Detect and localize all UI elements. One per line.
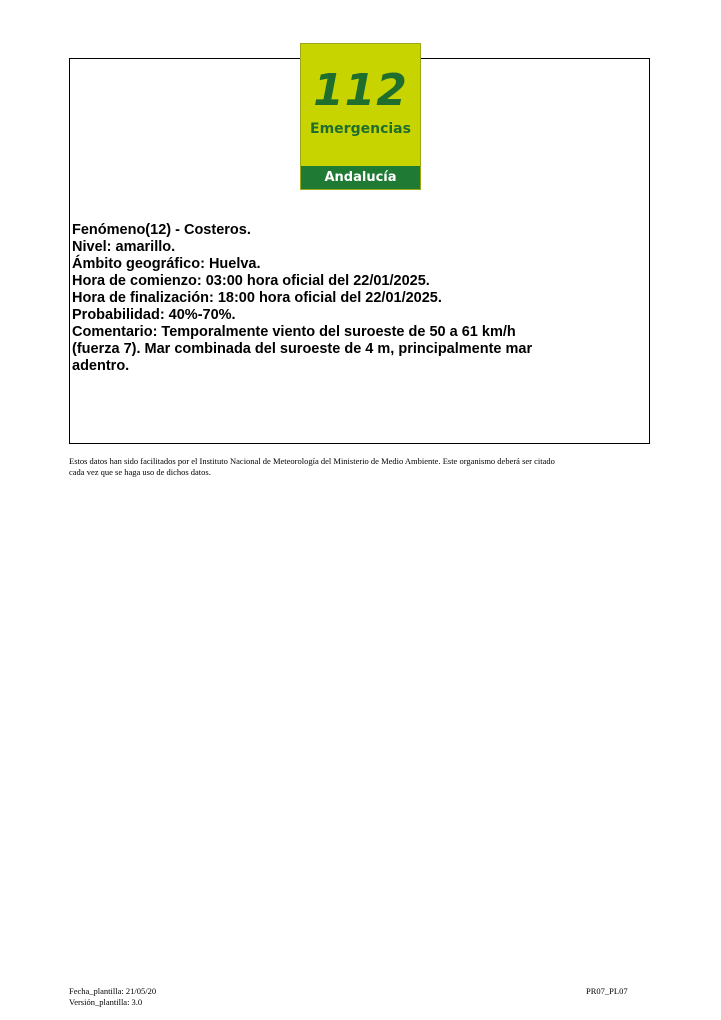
alert-details (72, 222, 572, 375)
template-version: Versión_plantilla: 3.0 (69, 997, 143, 1007)
alert-probability: Probabilidad: 40%-70%. (72, 307, 236, 323)
footer-template-info (69, 986, 156, 1008)
logo-number: 112 (313, 65, 408, 116)
logo-region-band: Andalucía (301, 166, 420, 189)
data-source-disclaimer (69, 456, 589, 478)
alert-phenomenon: Fenómeno(12) - Costeros. (72, 222, 251, 238)
alert-comment-line: adentro. (72, 358, 130, 374)
disclaimer-line: Estos datos han sido facilitados por el Instituto Nacional de Meteorología del Ministerio de Medio Ambiente. Este organismo deberá ser citado (69, 456, 555, 466)
alert-comment-line: (fuerza 7). Mar combinada del suroeste de 4 m, principalmente mar (72, 341, 533, 357)
alert-start-time: Hora de comienzo: 03:00 hora oficial del 22/01/2025. (72, 273, 430, 289)
logo-subtitle: Emergencias (310, 121, 411, 137)
alert-scope: Ámbito geográfico: Huelva. (72, 256, 261, 272)
template-date: Fecha_plantilla: 21/05/20 (69, 986, 157, 996)
alert-level: Nivel: amarillo. (72, 239, 176, 255)
alert-comment-line: Comentario: Temporalmente viento del suroeste de 50 a 61 km/h (72, 324, 516, 340)
disclaimer-line: cada vez que se haga uso de dichos datos. (69, 467, 211, 477)
alert-end-time: Hora de finalización: 18:00 hora oficial del 22/01/2025. (72, 290, 442, 306)
footer-document-code: PR07_PL07 (586, 986, 628, 996)
emergencias-112-logo (300, 43, 421, 190)
